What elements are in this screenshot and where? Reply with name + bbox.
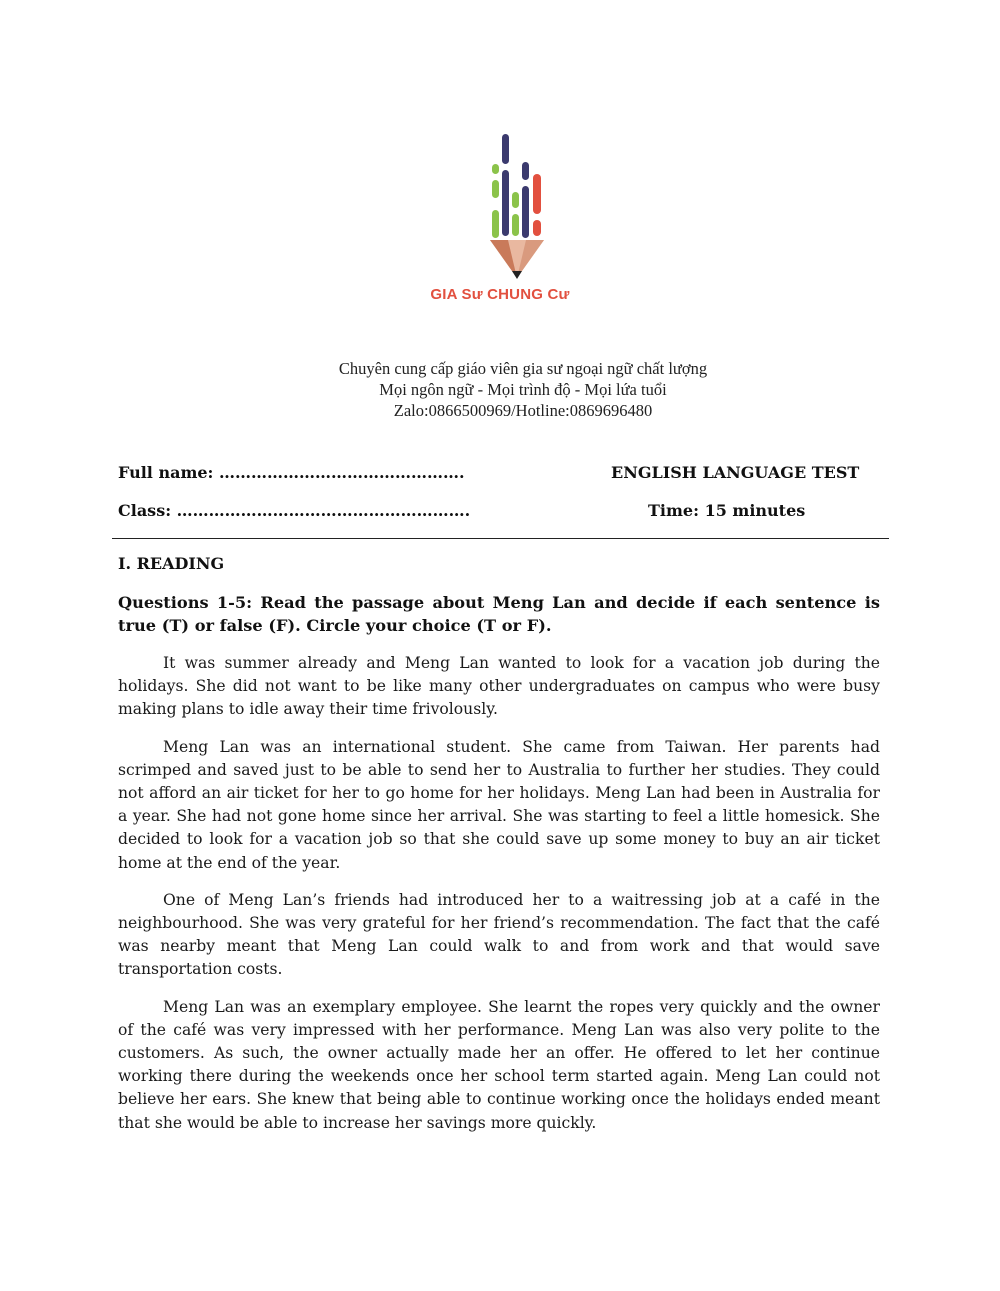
logo-text: GIA Sư CHUNG Cư	[430, 286, 570, 303]
tagline-contact: Zalo:0866500969/Hotline:0869696480	[393, 401, 653, 420]
full-name-field: Full name: ……………………………………….	[118, 463, 465, 482]
tagline-line-2: Mọi ngôn ngữ - Mọi trình độ - Mọi lứa tuổi	[379, 380, 667, 399]
passage-paragraph: One of Meng Lan’s friends had introduced her to a waitressing job at a café in the neighbourhood. She was very grateful for her friend’s recommendation. The fact that the café was nearby meant that Meng Lan could walk to and from work and that would save transportation costs.	[118, 890, 880, 979]
section-title: I. READING	[118, 554, 225, 573]
test-title: ENGLISH LANGUAGE TEST	[611, 463, 860, 482]
class-field: Class: ……………………………………………….	[118, 501, 471, 520]
logo	[438, 128, 562, 288]
passage-paragraph: Meng Lan was an international student. She came from Taiwan. Her parents had scrimped and saved just to be able to send her to Australia to further her studies. They could not afford an air ticket for her to go home for her holidays. Meng Lan had been in Australia for a year. She had not gone home since her arrival. She was starting to feel a little homesick. She decided to look for a vacation job so that she could save up some money to buy an air ticket home at the end of the year.	[118, 737, 880, 872]
test-time: Time: 15 minutes	[648, 501, 806, 520]
passage-paragraph: It was summer already and Meng Lan wanted to look for a vacation job during the holidays. She did not want to be like many other undergraduates on campus who were busy making plans to idle away their time frivolously.	[118, 654, 880, 719]
tagline	[0, 358, 1000, 421]
tagline-line-1: Chuyên cung cấp giáo viên gia sư ngoại ngữ chất lượng	[338, 359, 708, 378]
passage-paragraph: Meng Lan was an exemplary employee. She learnt the ropes very quickly and the owner of the café was very impressed with her performance. Meng Lan was also very polite to the customers. As such, the owner actually made her an offer. He offered to let her continue working there during the weekends once her school term started again. Meng Lan could not believe her ears. She knew that being able to continue working once the holidays ended meant that she would be able to increase her savings more quickly.	[118, 997, 880, 1132]
pencil-bars-logo-icon	[438, 128, 562, 288]
header-divider	[112, 538, 889, 539]
reading-passage	[118, 652, 880, 1149]
question-instructions: Questions 1-5: Read the passage about Meng Lan and decide if each sentence is true (T) or false (F). Circle your choice (T or F).	[118, 593, 880, 635]
